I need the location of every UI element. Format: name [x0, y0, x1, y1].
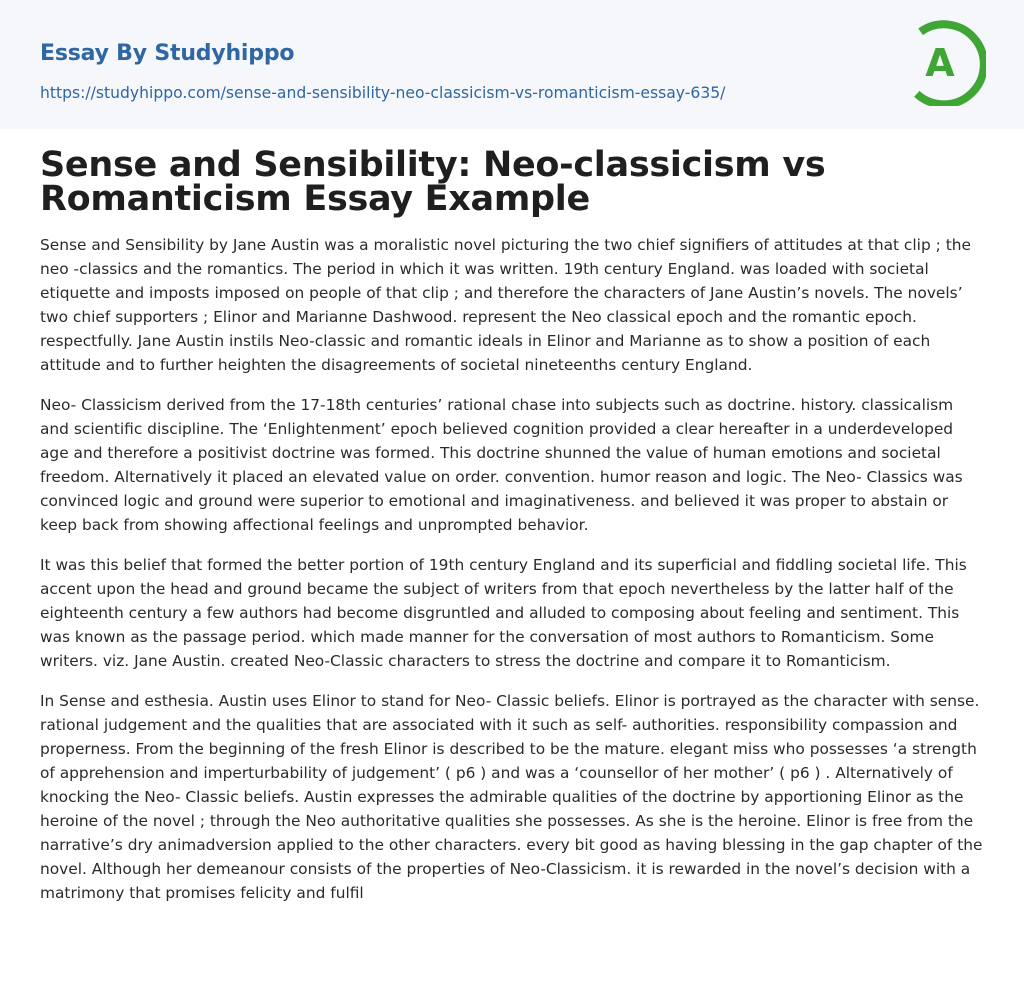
studyhippo-logo-icon[interactable]	[898, 18, 986, 106]
article-paragraph: In Sense and esthesia. Austin uses Elinor to stand for Neo- Classic beliefs. Elinor is portrayed as the character with sense. rational judgement and the qualities that are associated with it such as self- authorities. responsibility compassion and properness. From the beginning of the fresh Elinor is described to be the mature. elegant miss who possesses ‘a strength of apprehension and imperturbability of judgement’ ( p6 ) and was a ‘counsellor of her mother’ ( p6 ) . Alternatively of knocking the Neo- Classic beliefs. Austin expresses the admirable qualities of the doctrine by apportioning Elinor as the heroine of the novel ; through the Neo authoritative qualities she possesses. As she is the heroine. Elinor is free from the narrative’s dry animadversion applied to the other characters. every bit good as having blessing in the gap chapter of the novel. Although her demeanour consists of the properties of Neo-Classicism. it is rewarded in the novel’s decision with a matrimony that promises felicity and fulfil	[40, 692, 983, 902]
logo-letter: A	[925, 41, 955, 85]
site-title[interactable]: Essay By Studyhippo	[40, 41, 295, 66]
article-paragraph: It was this belief that formed the better portion of 19th century England and its superficial and fiddling societal life. This accent upon the head and ground became the subject of writers from that epoch nevertheless by the latter half of the eighteenth century a few authors had become disgruntled and alluded to composing about feeling and sentiment. This was known as the passage period. which made manner for the conversation of most authors to Romanticism. Some writers. viz. Jane Austin. created Neo-Classic characters to stress the doctrine and compare it to Romanticism.	[40, 556, 967, 670]
article-paragraph: Neo- Classicism derived from the 17-18th centuries’ rational chase into subjects such as doctrine. history. classicalism and scientific discipline. The ‘Enlightenment’ epoch believed cognition provided a clear hereafter in a underdeveloped age and therefore a positivist doctrine was formed. This doctrine shunned the value of human emotions and societal freedom. Alternatively it placed an elevated value on order. convention. humor reason and logic. The Neo- Classics was convinced logic and ground were superior to emotional and imaginativeness. and believed it was proper to abstain or keep back from showing affectional feelings and unprompted behavior.	[40, 396, 963, 534]
article-title: Sense and Sensibility: Neo-classicism vs Romanticism Essay Example	[40, 145, 826, 219]
source-url-link[interactable]: https://studyhippo.com/sense-and-sensibility-neo-classicism-vs-romanticism-essay-635/	[40, 84, 726, 102]
article-paragraph: Sense and Sensibility by Jane Austin was a moralistic novel picturing the two chief signifiers of attitudes at that clip ; the neo -classics and the romantics. The period in which it was written. 19th century England. was loaded with societal etiquette and imposts imposed on people of that clip ; and therefore the characters of Jane Austin’s novels. The novels’ two chief supporters ; Elinor and Marianne Dashwood. represent the Neo classical epoch and the romantic epoch. respectfully. Jane Austin instils Neo-classic and romantic ideals in Elinor and Marianne as to show a position of each attitude and to further heighten the disagreements of societal nineteenths century England.	[40, 236, 971, 374]
site-header	[0, 0, 1024, 129]
